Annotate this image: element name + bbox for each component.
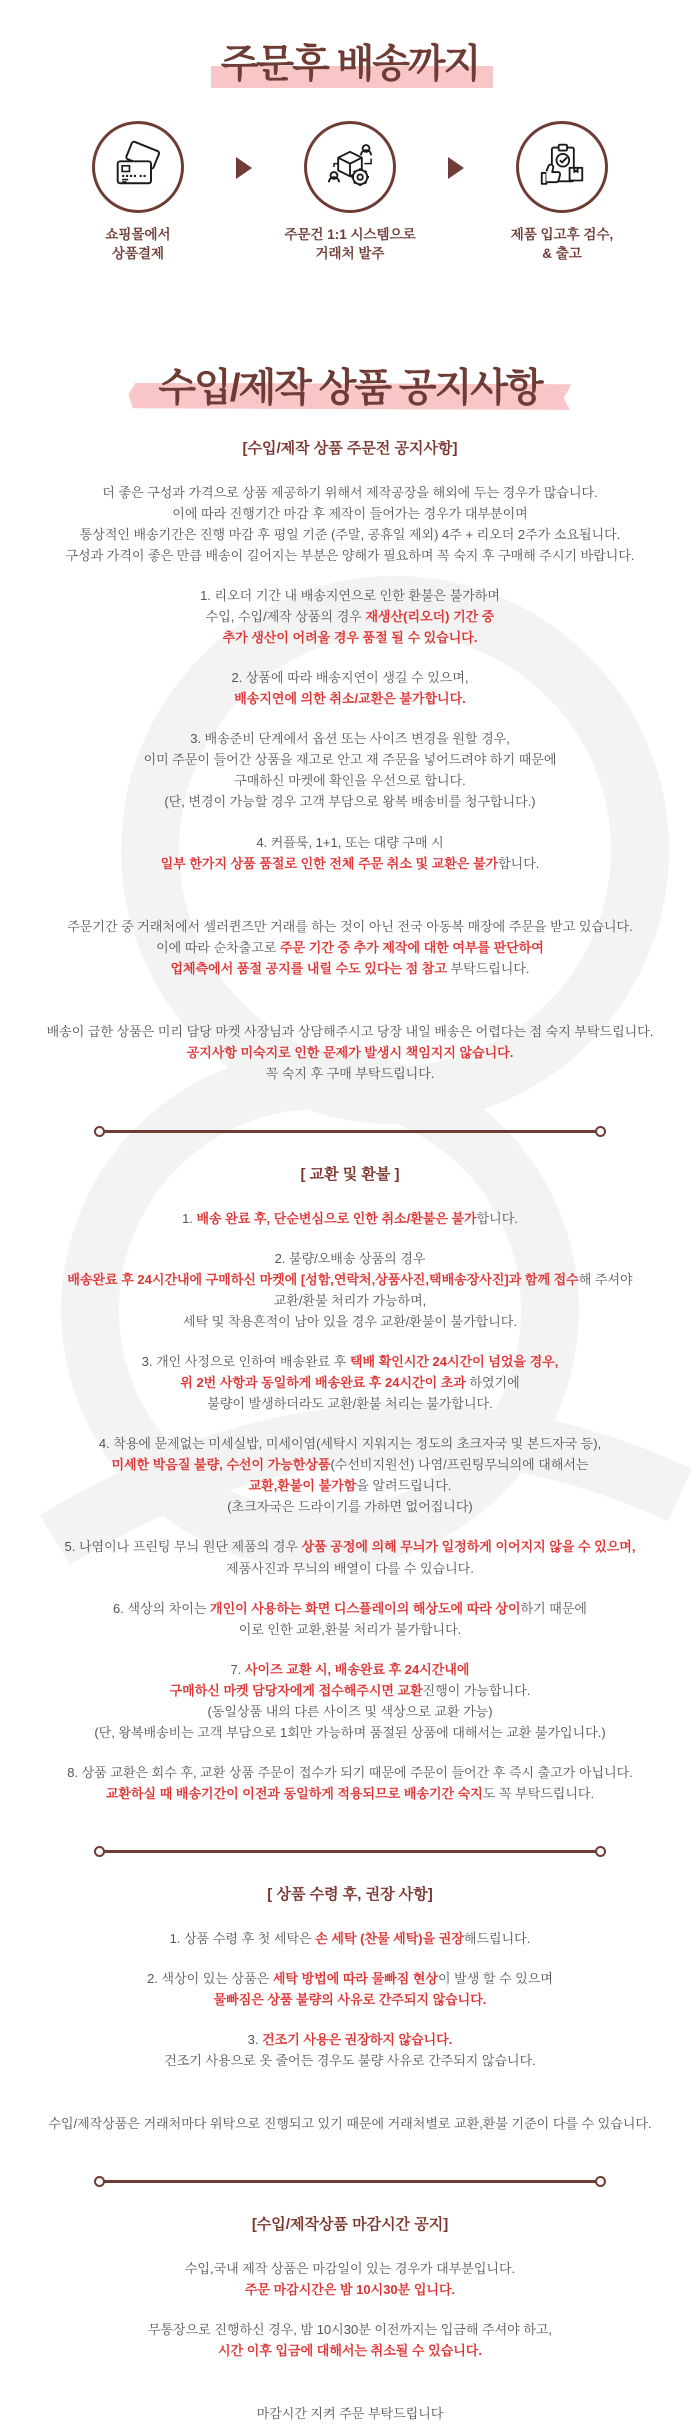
- body-text: 불량이 발생하더라도 교환/환불 처리는 불가합니다.: [207, 1396, 493, 1412]
- emphasis-text: 시간 이후 입금에 대해서는 취소될 수 있습니다.: [218, 2343, 482, 2359]
- step-label-line: 상품결제: [111, 246, 165, 262]
- arrow-right-icon: [448, 157, 464, 179]
- notice-paragraph: [26, 2113, 674, 2134]
- emphasis-text: 재생산(리오더) 기간 중: [365, 609, 495, 625]
- emphasis-text: 구매하신 마켓 담당자에게 접수해주시면 교환: [169, 1682, 423, 1698]
- divider-line: [104, 1130, 596, 1133]
- notice-paragraph: [26, 1021, 674, 1084]
- notice-paragraph: [26, 1968, 674, 2010]
- emphasis-text: 물빠짐은 상품 불량의 사유로 간주되지 않습니다.: [213, 1992, 487, 2008]
- emphasis-text: 개인이 사용하는 화면 디스플레이의 해상도에 따라 상이: [210, 1600, 521, 1616]
- notice-paragraph: [26, 1248, 674, 1332]
- emphasis-text: 건조기 사용은 권장하지 않습니다.: [262, 2032, 453, 2048]
- section-heading: [ 교환 및 환불 ]: [300, 1165, 400, 1183]
- body-text: 통상적인 배송기간은 진행 마감 후 평일 기준 (주말, 공휴일 제외) 4주 + 리오더 2주가 소요됩니다.: [79, 527, 621, 542]
- section-heading: [수입/제작상품 마감시간 공지]: [251, 2216, 449, 2234]
- process-step-inspection: [486, 121, 638, 264]
- notice-title-text: 수입/제작 상품 공지사항: [158, 367, 542, 411]
- notice-paragraph: [26, 1928, 674, 1949]
- body-text: (수선비지원선) 나염/프린팅무늬의에 대해서는: [330, 1457, 589, 1473]
- body-text: 더 좋은 구성과 가격으로 상품 제공하기 위해서 제작공장을 해외에 두는 경우가 많습니다.: [102, 484, 598, 500]
- body-text: 을 알려드립니다.: [356, 1478, 452, 1494]
- step-label-line: 제품 입고후 검수,: [510, 226, 614, 242]
- body-text: 이로 인한 교환,환불 처리가 불가합니다.: [238, 1621, 462, 1637]
- body-text: 배송이 급한 상품은 미리 담당 마켓 사장님과 상담해주시고 당장 내일 배송은 어렵다는 점 숙지 부탁드립니다.: [46, 1023, 654, 1039]
- step-label: [274, 225, 426, 264]
- emphasis-text: 공지사항 미숙지로 인한 문제가 발생시 책임지지 않습니다.: [186, 1044, 514, 1060]
- emphasis-text: 위 2번 사항과 동일하게 배송완료 후 24시간이 초과: [180, 1375, 466, 1391]
- notice-paragraph: [26, 2258, 674, 2300]
- body-text: 7.: [230, 1661, 245, 1677]
- process-title: [221, 44, 480, 87]
- body-text: 4. 커플룩, 1+1, 또는 대량 구매 시: [256, 834, 444, 850]
- body-text: 3. 배송준비 단계에서 옵션 또는 사이즈 변경을 원할 경우,: [190, 731, 510, 747]
- emphasis-text: 배송 완료 후, 단순변심으로 인한 취소/환불은 불가: [196, 1210, 477, 1226]
- emphasis-text: 사이즈 교환 시, 배송완료 후 24시간내에: [244, 1661, 470, 1677]
- body-text: 건조기 사용으로 옷 줄어든 경우도 불량 사유로 간주되지 않습니다.: [164, 2053, 536, 2069]
- notice-paragraph: [26, 667, 674, 709]
- emphasis-text: 배송완료 후 24시간내에 구매하신 마켓에 [성함,연락처,상품사진,택배송장사진]과 함께 접수: [67, 1271, 579, 1287]
- section-divider: [94, 1126, 606, 1137]
- emphasis-text: 상품 공정에 의해 무늬가 일정하게 이어지지 않을 수 있으며,: [301, 1539, 636, 1555]
- body-text: 5. 나염이나 프린팅 무늬 원단 제품의 경우: [64, 1539, 302, 1555]
- body-text: 하였기에: [465, 1375, 520, 1391]
- step-circle: [516, 121, 608, 213]
- body-text: 구성과 가격이 좋은 만큼 배송이 길어지는 부분은 양해가 필요하며 꼭 숙지 후 구매해 주시기 바랍니다.: [65, 548, 635, 564]
- step-circle: [304, 121, 396, 213]
- emphasis-text: 업체측에서 품절 공지를 내릴 수도 있다는 점 참고: [170, 960, 447, 976]
- divider-dot: [595, 1846, 606, 1857]
- emphasis-text: 미세한 박음질 불량, 수선이 가능한상품: [111, 1457, 331, 1473]
- divider-dot: [595, 2176, 606, 2187]
- section-divider: [94, 1846, 606, 1857]
- inspection-icon: [535, 140, 589, 194]
- body-text: 교환/환불 처리가 가능하며,: [273, 1293, 427, 1309]
- step-label-line: 거래처 발주: [315, 246, 385, 262]
- divider-dot: [595, 1126, 606, 1137]
- body-text: 3. 개인 사정으로 인하여 배송완료 후: [141, 1354, 350, 1370]
- notice-sections: [0, 437, 700, 2424]
- notice-paragraph: [26, 1208, 674, 1229]
- notice-title: [158, 368, 541, 411]
- body-text: 제품사진과 무늬의 배열이 다를 수 있습니다.: [226, 1560, 474, 1576]
- notice-paragraph: [26, 1762, 674, 1804]
- body-text: 8. 상품 교환은 회수 후, 교환 상품 주문이 접수가 되기 때문에 주문이 들어간 후 즉시 출고가 아닙니다.: [67, 1764, 633, 1780]
- body-text: 세탁 및 착용흔적이 남아 있을 경우 교환/환불이 불가합니다.: [183, 1314, 517, 1330]
- body-text: (단, 변경이 가능할 경우 고객 부담으로 왕복 배송비를 청구합니다.): [164, 794, 536, 810]
- body-text: 합니다.: [476, 1210, 518, 1226]
- body-text: 1. 상품 수령 후 첫 세탁은: [169, 1930, 316, 1946]
- step-circle: [92, 121, 184, 213]
- body-text: 수입,국내 제작 상품은 마감일이 있는 경우가 대부분입니다.: [184, 2261, 516, 2277]
- body-text: 2. 상품에 따라 배송지연이 생길 수 있으며,: [231, 670, 469, 686]
- emphasis-text: 교환,환불이 불가함: [248, 1478, 357, 1494]
- body-text: 1. 리오더 기간 내 배송지연으로 인한 환불은 불가하며: [200, 588, 500, 604]
- notice-paragraph: [26, 728, 674, 812]
- notice-paragraph: [26, 2403, 674, 2424]
- notice-paragraph: [26, 1536, 674, 1578]
- body-text: 이 발생 할 수 있으며: [438, 1970, 553, 1986]
- process-step-order: [274, 121, 426, 264]
- notice-paragraph: [26, 2029, 674, 2071]
- process-title-text: 주문후 배송까지: [220, 43, 480, 86]
- body-text: 합니다.: [498, 855, 540, 871]
- section-heading: [ 상품 수령 후, 권장 사항]: [267, 1885, 433, 1903]
- body-text: 3.: [247, 2032, 263, 2048]
- notice-paragraph: [26, 916, 674, 979]
- order-process-steps: [0, 121, 700, 264]
- arrow-right-icon: [236, 157, 252, 179]
- body-text: 4. 착용에 문제없는 미세실밥, 미세이염(세탁시 지워지는 정도의 초크자국 및 본드자국 등),: [98, 1436, 602, 1452]
- step-label-line: 주문건 1:1 시스템으로: [284, 226, 416, 242]
- notice-paragraph: [26, 1598, 674, 1640]
- body-text: 1.: [182, 1210, 197, 1226]
- step-label-line: 쇼핑몰에서: [105, 226, 171, 242]
- body-text: 이미 주문이 들어간 상품을 재고로 안고 재 주문을 넣어드려야 하기 때문에: [143, 752, 557, 768]
- body-text: 도 꼭 부탁드립니다.: [482, 1785, 595, 1801]
- notice-paragraph: [26, 585, 674, 648]
- step-label: [486, 225, 638, 264]
- body-text: 꼭 숙지 후 구매 부탁드립니다.: [265, 1065, 435, 1081]
- body-text: 마감시간 지켜 주문 부탁드립니다: [256, 2406, 444, 2422]
- section-divider: [94, 2176, 606, 2187]
- notice-paragraph: [26, 1433, 674, 1517]
- body-text: 6. 색상의 차이는: [113, 1600, 211, 1616]
- body-text: 무통장으로 진행하신 경우, 밤 10시30분 이전까지는 입금해 주셔야 하고,: [147, 2322, 553, 2338]
- body-text: 주문기간 중 거래처에서 셀러퀸즈만 거래를 하는 것이 아닌 전국 아동복 매장에 주문을 받고 있습니다.: [67, 918, 633, 934]
- body-text: (동일상품 내의 다른 사이즈 및 색상으로 교환 가능): [207, 1703, 493, 1719]
- notice-paragraph: [26, 832, 674, 874]
- process-step-payment: [62, 121, 214, 264]
- body-text: 해드립니다.: [463, 1930, 531, 1946]
- emphasis-text: 배송지연에 의한 취소/교환은 불가합니다.: [234, 691, 466, 707]
- order-system-icon: [323, 140, 377, 194]
- emphasis-text: 교환하실 때 배송기간이 이전과 동일하게 적용되므로 배송기간 숙지: [105, 1785, 483, 1801]
- body-text: 이에 따라 진행기간 마감 후 제작이 들어가는 경우가 대부분이며: [172, 505, 528, 521]
- body-text: (단, 왕복배송비는 고객 부담으로 1회만 가능하며 품절된 상품에 대해서는 교환 불가입니다.): [94, 1724, 606, 1740]
- body-text: 수입, 수입/제작 상품의 경우: [205, 609, 366, 625]
- body-text: 하기 때문에: [520, 1600, 587, 1616]
- emphasis-text: 택배 확인시간 24시간이 넘었을 경우,: [349, 1354, 559, 1370]
- body-text: (초크자국은 드라이기를 가하면 없어집니다): [227, 1499, 473, 1515]
- body-text: 이에 따라 순차출고로: [156, 939, 280, 955]
- notice-paragraph: [26, 482, 674, 566]
- emphasis-text: 주문 마감시간은 밤 10시30분 입니다.: [244, 2282, 456, 2298]
- notice-paragraph: [26, 1659, 674, 1743]
- section-heading: [수입/제작 상품 주문전 공지사항]: [242, 439, 458, 457]
- body-text: 구매하신 마켓에 확인을 우선으로 합니다.: [234, 773, 466, 789]
- body-text: 2. 불량/오배송 상품의 경우: [274, 1250, 426, 1266]
- emphasis-text: 추가 생산이 어려울 경우 품절 될 수 있습니다.: [222, 630, 478, 646]
- emphasis-text: 주문 기간 중 추가 제작에 대한 여부를 판단하여: [279, 939, 544, 955]
- emphasis-text: 세탁 방법에 따라 물빠짐 현상: [272, 1970, 438, 1986]
- divider-line: [104, 1850, 596, 1853]
- emphasis-text: 일부 한가지 상품 품절로 인한 전체 주문 취소 및 교환은 불가: [160, 855, 499, 871]
- body-text: 진행이 가능합니다.: [422, 1682, 531, 1698]
- body-text: 수입/제작상품은 거래처마다 위탁으로 진행되고 있기 때문에 거래처별로 교환,환불 기준이 다를 수 있습니다.: [48, 2116, 652, 2132]
- step-label: [62, 225, 214, 264]
- credit-card-icon: [112, 141, 164, 193]
- emphasis-text: 손 세탁 (찬물 세탁)을 권장: [315, 1930, 464, 1946]
- body-text: 해 주셔야: [578, 1271, 633, 1287]
- body-text: 2. 색상이 있는 상품은: [147, 1970, 273, 1986]
- notice-paragraph: [26, 2319, 674, 2361]
- body-text: 부탁드립니다.: [446, 960, 530, 976]
- notice-paragraph: [26, 1351, 674, 1414]
- divider-line: [104, 2180, 596, 2183]
- step-label-line: & 출고: [542, 246, 582, 262]
